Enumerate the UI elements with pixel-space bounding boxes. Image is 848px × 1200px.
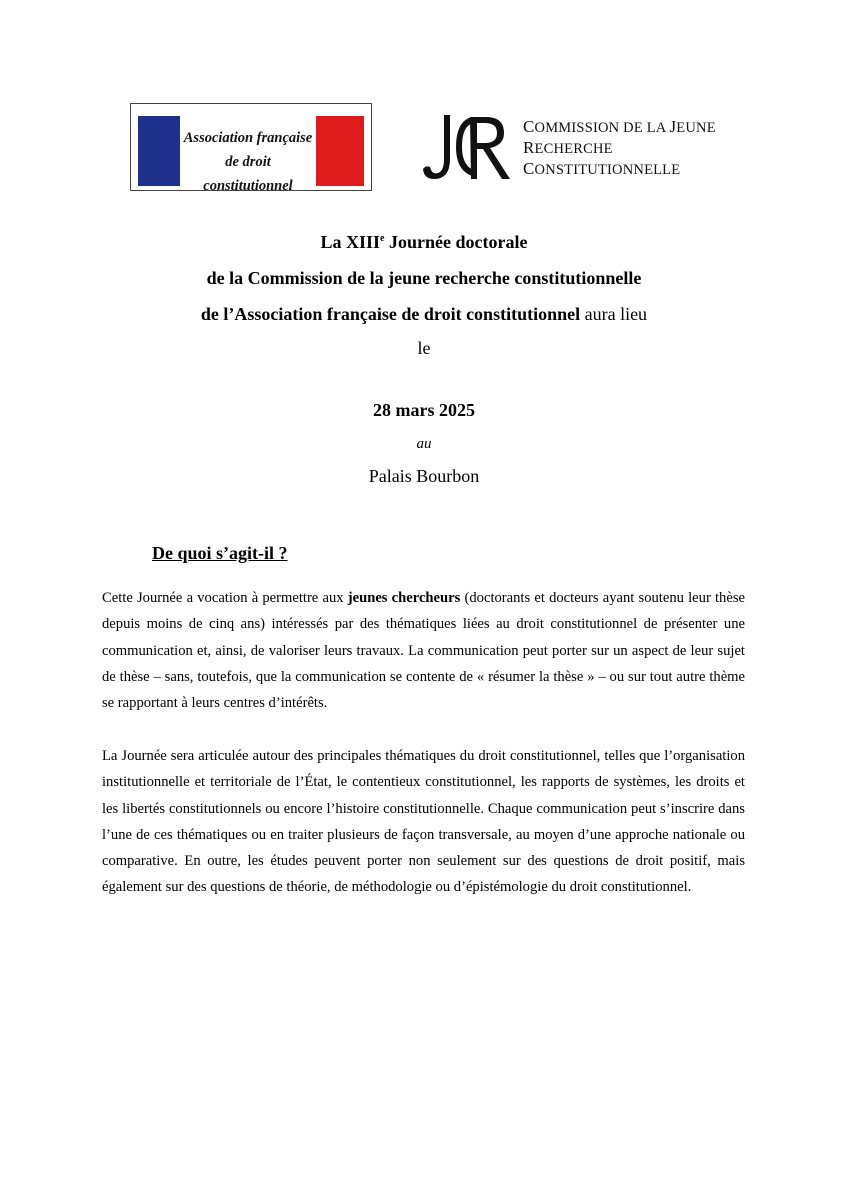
afdc-logo-text <box>181 126 315 198</box>
jcr-logo-line3: CONSTITUTIONNELLE <box>523 159 681 178</box>
title-line-4: le <box>417 338 431 358</box>
afdc-logo-line2: de droit constitutionnel <box>203 154 293 194</box>
afdc-logo-line1: Association française <box>183 130 313 146</box>
afdc-logo <box>130 103 372 194</box>
jcr-monogram-icon <box>420 107 520 187</box>
event-place: Palais Bourbon <box>368 466 480 486</box>
title-line-2: de la Commission de la jeune recherche constitutionnelle <box>206 268 642 288</box>
section-heading: De quoi s’agit-il ? <box>152 543 288 563</box>
jcr-logo <box>420 107 740 187</box>
jcr-logo-text <box>523 117 716 180</box>
title-line-1: La XIIIe Journée doctorale <box>320 232 528 252</box>
event-au: au <box>416 436 432 452</box>
jcr-logo-line2: RECHERCHE <box>523 138 613 157</box>
flag-red-stripe <box>316 116 364 186</box>
jcr-logo-line1: COMMISSION DE LA JEUNE <box>523 117 716 136</box>
paragraph-1: Cette Journée a vocation à permettre aux jeunes chercheurs (doctorants et docteurs ayant soutenu leur thèse depuis moins de cinq ans) intéressés par des thématiques liées au droit constitutionnel de présenter une communication et, ainsi, de valoriser leurs travaux. La communication peut porter sur un aspect de leur sujet de thèse – sans, toutefois, que la communication se contente de « résumer la thèse » – ou sur tout autre thème se rapportant à leurs centres d’intérêts. <box>102 590 745 712</box>
flag-blue-stripe <box>138 116 180 186</box>
event-date: 28 mars 2025 <box>373 400 475 420</box>
title-line-3: de l’Association française de droit constitutionnel aura lieu <box>200 304 648 324</box>
paragraph-2: La Journée sera articulée autour des principales thématiques du droit constitutionnel, telles que l’organisation institutionnelle et territoriale de l’État, le contentieux constitutionnel, les rapports de systèmes, les droits et les libertés constitutionnels ou encore l’histoire constitutionnelle. Chaque communication peut s’inscrire dans l’une de ces thématiques ou en traiter plusieurs de façon transversale, au moyen d’une approche nationale ou comparative. En outre, les études peuvent porter non seulement sur des questions de droit positif, mais également sur des questions de théorie, de méthodologie ou d’épistémologie du droit constitutionnel. <box>102 748 745 896</box>
